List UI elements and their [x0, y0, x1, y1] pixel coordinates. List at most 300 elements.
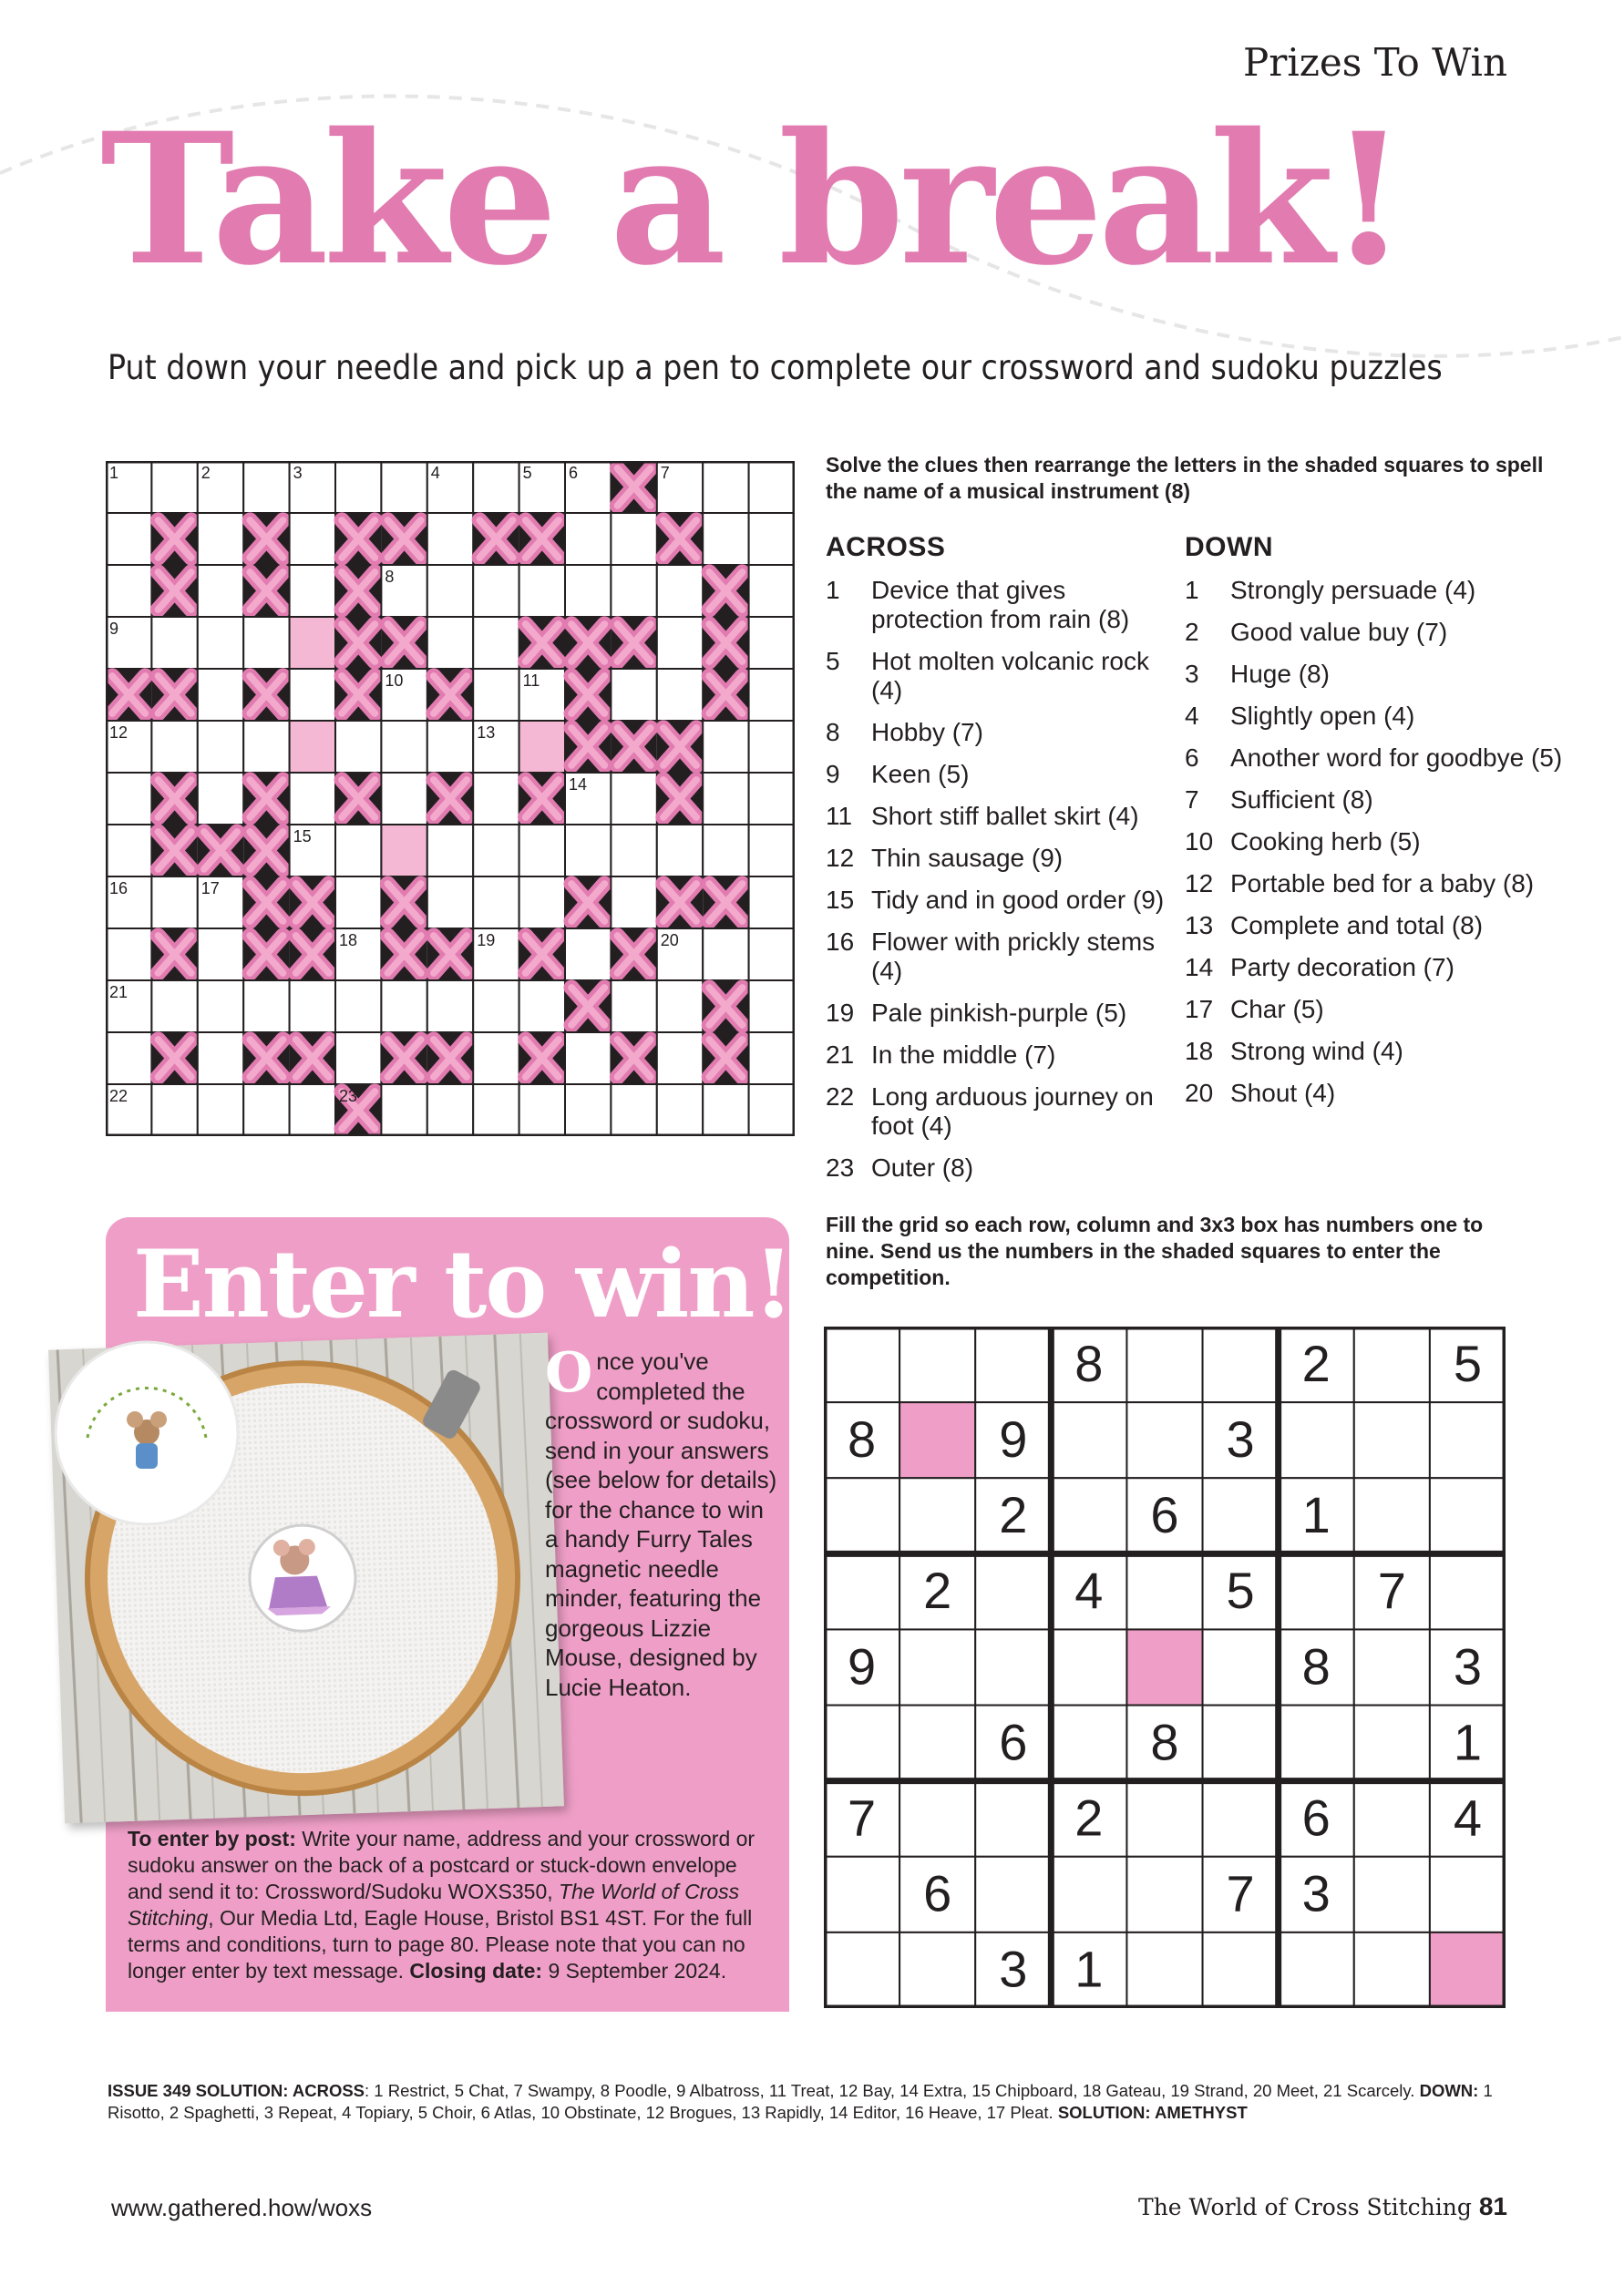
crossword-cell[interactable]: [565, 565, 611, 617]
crossword-cell[interactable]: [611, 773, 656, 825]
clue-number: 1: [826, 576, 840, 604]
crossword-block: [565, 617, 611, 669]
clue-number: 18: [1185, 1037, 1214, 1065]
crossword-cell[interactable]: [473, 565, 519, 617]
crossword-block: [611, 721, 656, 773]
sudoku-cell[interactable]: [1051, 1857, 1126, 1932]
crossword-cell[interactable]: [473, 980, 519, 1032]
crossword-cell[interactable]: [749, 721, 795, 773]
clue-text: Huge (8): [1230, 660, 1330, 688]
crossword-cell[interactable]: [427, 721, 473, 773]
crossword-cell[interactable]: [106, 565, 151, 617]
sudoku-cell[interactable]: [1354, 1706, 1430, 1781]
clue-text: Sufficient (8): [1230, 785, 1373, 814]
crossword-cell[interactable]: [749, 565, 795, 617]
crossword-cell[interactable]: [565, 1032, 611, 1084]
across-clues: [826, 532, 1172, 1195]
crossword-block: [243, 1032, 289, 1084]
sudoku-cell[interactable]: [1354, 1629, 1430, 1705]
clue-number: 15: [826, 886, 855, 914]
crossword-cell[interactable]: [473, 1084, 519, 1136]
crossword-cell[interactable]: [473, 669, 519, 721]
sudoku-cell[interactable]: [975, 1857, 1051, 1932]
sudoku-cell[interactable]: [1354, 1857, 1430, 1932]
crossword-cell[interactable]: [519, 1084, 565, 1136]
crossword-cell[interactable]: [427, 617, 473, 669]
crossword-cell[interactable]: [198, 1032, 243, 1084]
sudoku-cell[interactable]: [1354, 1781, 1430, 1857]
sudoku-given: 2: [999, 1486, 1028, 1544]
sudoku-cell[interactable]: [1203, 1478, 1279, 1553]
crossword-cell[interactable]: [243, 721, 289, 773]
footer-magazine: [1138, 2192, 1507, 2221]
crossword-cell[interactable]: [611, 980, 656, 1032]
sudoku-cell[interactable]: [1354, 1478, 1430, 1553]
footer-url: www.gathered.how/woxs: [111, 2194, 373, 2221]
sudoku-cell[interactable]: [1203, 1706, 1279, 1781]
across-clue: [826, 1040, 1172, 1070]
crossword-cell[interactable]: [749, 461, 795, 513]
crossword-cell[interactable]: [151, 980, 197, 1032]
clue-text: Strongly persuade (4): [1230, 576, 1476, 604]
sudoku-cell[interactable]: [1279, 1932, 1354, 2008]
clue-text: Char (5): [1230, 995, 1324, 1023]
post-text-2: , Our Media Ltd, Eagle House, Bristol BS1 4ST. For the full terms and conditions, turn to page 80. Please note that you can no longer enter by text message.: [128, 1906, 753, 1983]
sudoku-cell[interactable]: [1279, 1706, 1354, 1781]
crossword-cell[interactable]: [335, 721, 381, 773]
crossword-cell[interactable]: [243, 617, 289, 669]
clue-text: Device that gives protection from rain (8): [871, 576, 1130, 633]
crossword-cell[interactable]: [198, 1084, 243, 1136]
crossword-cell[interactable]: [106, 928, 151, 980]
crossword-block: [243, 876, 289, 928]
sudoku-cell[interactable]: [1203, 1327, 1279, 1402]
crossword-cell[interactable]: [198, 773, 243, 825]
crossword-block: [565, 721, 611, 773]
crossword-cell[interactable]: [657, 1032, 703, 1084]
clue-number: 1: [1185, 576, 1199, 604]
crossword-block: [519, 1032, 565, 1084]
clue-text: Flower with prickly stems (4): [871, 928, 1156, 985]
sudoku-given: 6: [923, 1864, 952, 1922]
clue-number: 17: [1185, 995, 1214, 1023]
crossword-number: 8: [385, 568, 395, 586]
crossword-block: [106, 669, 151, 721]
crossword-cell[interactable]: [198, 669, 243, 721]
crossword-cell[interactable]: [290, 1084, 335, 1136]
crossword-block: [611, 1032, 656, 1084]
sudoku-given: 7: [1377, 1562, 1406, 1620]
sudoku-cell[interactable]: [975, 1781, 1051, 1857]
solution-down-label: DOWN:: [1419, 2081, 1479, 2100]
crossword-number: 7: [660, 464, 670, 482]
sudoku-shaded-cell[interactable]: [1126, 1629, 1202, 1705]
furry-tales-logo: [51, 1338, 242, 1529]
crossword-cell[interactable]: [335, 980, 381, 1032]
sudoku-cell[interactable]: [1354, 1932, 1430, 2008]
sudoku-cell[interactable]: [1430, 1478, 1506, 1553]
crossword-cell[interactable]: [749, 1032, 795, 1084]
crossword-block: [151, 513, 197, 565]
down-clue: [1185, 953, 1567, 982]
crossword-cell[interactable]: [519, 980, 565, 1032]
sudoku-cell[interactable]: [899, 1932, 975, 2008]
crossword-cell[interactable]: [657, 617, 703, 669]
sudoku-cell[interactable]: [975, 1327, 1051, 1402]
sudoku-instruction: Fill the grid so each row, column and 3x3 box has numbers one to nine. Send us the numbers in the shaded squares to enter the competition.: [826, 1213, 1484, 1289]
crossword-block: [243, 565, 289, 617]
crossword-cell[interactable]: [335, 825, 381, 876]
closing-date: 9 September 2024.: [542, 1959, 727, 1983]
crossword-block: [381, 928, 427, 980]
crossword-cell[interactable]: [657, 669, 703, 721]
clue-number: 22: [826, 1082, 855, 1111]
crossword-cell[interactable]: [427, 565, 473, 617]
sudoku-cell[interactable]: [975, 1629, 1051, 1705]
clue-number: 13: [1185, 911, 1214, 939]
sudoku-cell[interactable]: [899, 1781, 975, 1857]
sudoku-given: 6: [1150, 1486, 1179, 1544]
sudoku-given: 8: [1150, 1713, 1179, 1771]
across-clue: [826, 576, 1172, 634]
sudoku-cell[interactable]: [824, 1932, 899, 2008]
crossword-block: [335, 669, 381, 721]
crossword-number: 19: [477, 931, 496, 949]
crossword-cell[interactable]: [657, 825, 703, 876]
clue-number: 8: [826, 718, 840, 746]
crossword-block: [703, 876, 748, 928]
sudoku-cell[interactable]: [1203, 1932, 1279, 2008]
crossword-cell[interactable]: [565, 1084, 611, 1136]
crossword-cell[interactable]: [703, 928, 748, 980]
sudoku-given: 7: [847, 1789, 877, 1847]
crossword-cell[interactable]: [151, 721, 197, 773]
sudoku-given: 2: [1301, 1334, 1331, 1392]
crossword-cell[interactable]: [749, 980, 795, 1032]
sudoku-cell[interactable]: [1126, 1327, 1202, 1402]
clue-text: Portable bed for a baby (8): [1230, 869, 1535, 897]
crossword-block: [611, 461, 656, 513]
crossword-cell[interactable]: [657, 980, 703, 1032]
crossword-cell[interactable]: [749, 1084, 795, 1136]
crossword-cell[interactable]: [611, 825, 656, 876]
crossword-number: 12: [109, 723, 128, 742]
sudoku-given: 5: [1226, 1562, 1255, 1620]
crossword-number: 20: [660, 931, 679, 949]
sudoku-cell[interactable]: [1126, 1932, 1202, 2008]
sudoku-cell[interactable]: [1051, 1629, 1126, 1705]
crossword-cell[interactable]: [473, 876, 519, 928]
across-clue-list: [826, 576, 1172, 1183]
sudoku-given: 4: [1074, 1562, 1104, 1620]
crossword-cell[interactable]: [198, 617, 243, 669]
crossword-number: 2: [200, 464, 211, 482]
crossword-cell[interactable]: [290, 669, 335, 721]
blurb-text: nce you've completed the crossword or sudoku, send in your answers (see below for details) for the chance to win a handy Furry Tales magnetic needle minder, featuring the gorgeous Lizzie Mouse, designed by Lucie Heaton.: [545, 1348, 777, 1701]
down-clue: [1185, 785, 1567, 815]
down-clue: [1185, 827, 1567, 856]
clue-text: Strong wind (4): [1230, 1037, 1403, 1065]
sudoku-cell[interactable]: [1051, 1706, 1126, 1781]
sudoku-cell[interactable]: [1354, 1327, 1430, 1402]
crossword-cell[interactable]: [381, 721, 427, 773]
sudoku-cell[interactable]: [824, 1706, 899, 1781]
crossword-cell[interactable]: [611, 1084, 656, 1136]
sudoku-given: 3: [1301, 1864, 1331, 1922]
crossword-cell[interactable]: [381, 461, 427, 513]
crossword-cell[interactable]: [151, 461, 197, 513]
crossword-cell[interactable]: [749, 876, 795, 928]
sudoku-cell[interactable]: [1051, 1402, 1126, 1478]
crossword-block: [290, 928, 335, 980]
crossword-cell[interactable]: [381, 980, 427, 1032]
section-label: Prizes To Win: [1243, 40, 1507, 85]
crossword-cell[interactable]: [703, 513, 748, 565]
down-clue: [1185, 702, 1567, 731]
crossword-cell[interactable]: [106, 825, 151, 876]
crossword-cell[interactable]: [749, 825, 795, 876]
crossword-cell[interactable]: [427, 1084, 473, 1136]
crossword-cell[interactable]: [749, 773, 795, 825]
crossword-cell[interactable]: [335, 876, 381, 928]
sudoku-cell[interactable]: [824, 1327, 899, 1402]
crossword-grid: [106, 461, 795, 1136]
crossword-cell[interactable]: [198, 928, 243, 980]
sudoku-given: 5: [1453, 1334, 1483, 1392]
sudoku-grid: [824, 1327, 1506, 2008]
sudoku-shaded-cell[interactable]: [899, 1402, 975, 1478]
crossword-number: 13: [477, 723, 496, 742]
sudoku-given: 6: [999, 1713, 1028, 1771]
clue-number: 21: [826, 1040, 855, 1069]
crossword-cell[interactable]: [657, 565, 703, 617]
crossword-cell[interactable]: [243, 1084, 289, 1136]
sudoku-given: 1: [1074, 1940, 1104, 1998]
crossword-cell[interactable]: [106, 1032, 151, 1084]
clue-text: Tidy and in good order (9): [871, 886, 1165, 914]
crossword-block: [565, 669, 611, 721]
sudoku-cell[interactable]: [1279, 1402, 1354, 1478]
sudoku-cell[interactable]: [824, 1478, 899, 1553]
crossword-block: [335, 773, 381, 825]
crossword-block: [473, 513, 519, 565]
sudoku-cell[interactable]: [899, 1327, 975, 1402]
crossword-cell[interactable]: [611, 669, 656, 721]
crossword-block: [151, 565, 197, 617]
sudoku-shaded-cell[interactable]: [1430, 1932, 1506, 2008]
crossword-cell[interactable]: [290, 565, 335, 617]
sudoku-cell[interactable]: [1430, 1553, 1506, 1629]
crossword-cell[interactable]: [749, 928, 795, 980]
crossword-cell[interactable]: [427, 980, 473, 1032]
crossword-cell[interactable]: [703, 721, 748, 773]
crossword-cell[interactable]: [749, 669, 795, 721]
sudoku-given: 7: [1226, 1864, 1255, 1922]
page-subtitle: Put down your needle and pick up a pen to complete our crossword and sudoku puzzles: [108, 348, 1443, 387]
clue-text: Shout (4): [1230, 1079, 1336, 1107]
crossword-cell[interactable]: [519, 876, 565, 928]
crossword-cell[interactable]: [427, 876, 473, 928]
crossword-cell[interactable]: [519, 825, 565, 876]
crossword-cell[interactable]: [198, 721, 243, 773]
clue-text: In the middle (7): [871, 1040, 1056, 1069]
down-clues: [1185, 532, 1567, 1121]
sudoku-cell[interactable]: [899, 1706, 975, 1781]
down-clue: [1185, 660, 1567, 689]
crossword-number: 14: [569, 775, 588, 794]
post-label: To enter by post:: [128, 1827, 296, 1850]
crossword-cell[interactable]: [106, 513, 151, 565]
sudoku-cell[interactable]: [899, 1478, 975, 1553]
crossword-cell[interactable]: [565, 513, 611, 565]
sudoku-cell[interactable]: [824, 1553, 899, 1629]
clue-number: 6: [1185, 743, 1199, 772]
sudoku-cell[interactable]: [1354, 1402, 1430, 1478]
crossword-cell[interactable]: [427, 513, 473, 565]
crossword-block: [611, 928, 656, 980]
crossword-cell[interactable]: [151, 1084, 197, 1136]
clue-text: Hot molten volcanic rock (4): [871, 647, 1150, 704]
across-clue: [826, 718, 1172, 747]
closing-label: Closing date:: [409, 1959, 543, 1983]
sudoku-cell[interactable]: [1126, 1857, 1202, 1932]
clue-text: Cooking herb (5): [1230, 827, 1421, 856]
sudoku-cell[interactable]: [1430, 1857, 1506, 1932]
page-number: 81: [1478, 2192, 1507, 2220]
clue-number: 12: [826, 844, 855, 872]
crossword-cell[interactable]: [198, 565, 243, 617]
crossword-shaded-cell[interactable]: [290, 721, 335, 773]
clue-number: 14: [1185, 953, 1214, 981]
sudoku-given: 1: [1453, 1713, 1483, 1771]
sudoku-cell[interactable]: [824, 1857, 899, 1932]
sudoku-cell[interactable]: [1126, 1553, 1202, 1629]
crossword-cell[interactable]: [243, 980, 289, 1032]
crossword-number: 11: [522, 671, 540, 690]
across-clue: [826, 1082, 1172, 1141]
clue-number: 20: [1185, 1079, 1214, 1107]
crossword-block: [151, 825, 197, 876]
crossword-shaded-cell[interactable]: [290, 617, 335, 669]
sudoku-cell[interactable]: [1126, 1781, 1202, 1857]
down-clue-list: [1185, 576, 1567, 1108]
crossword-number: 16: [109, 879, 128, 897]
crossword-shaded-cell[interactable]: [519, 721, 565, 773]
crossword-cell[interactable]: [611, 876, 656, 928]
crossword-number: 10: [385, 671, 404, 690]
crossword-cell[interactable]: [473, 617, 519, 669]
down-clue: [1185, 869, 1567, 898]
crossword-block: [427, 1032, 473, 1084]
crossword-cell[interactable]: [565, 928, 611, 980]
crossword-block: [519, 773, 565, 825]
crossword-cell[interactable]: [611, 513, 656, 565]
crossword-cell[interactable]: [519, 565, 565, 617]
crossword-number: 5: [522, 464, 532, 482]
crossword-block: [427, 928, 473, 980]
crossword-cell[interactable]: [473, 825, 519, 876]
clue-text: Slightly open (4): [1230, 702, 1415, 730]
crossword-shaded-cell[interactable]: [381, 825, 427, 876]
sudoku-given: 9: [999, 1409, 1028, 1468]
crossword-cell[interactable]: [106, 773, 151, 825]
crossword-block: [243, 773, 289, 825]
crossword-block: [381, 876, 427, 928]
sudoku-cell[interactable]: [1203, 1781, 1279, 1857]
crossword-cell[interactable]: [290, 980, 335, 1032]
crossword-cell[interactable]: [198, 513, 243, 565]
crossword-block: [657, 876, 703, 928]
sudoku-cell[interactable]: [1430, 1402, 1506, 1478]
sudoku-cell[interactable]: [975, 1553, 1051, 1629]
footer-magazine-title: The World of Cross Stitching: [1138, 2194, 1472, 2220]
crossword-block: [519, 513, 565, 565]
crossword-cell[interactable]: [243, 461, 289, 513]
down-clue: [1185, 911, 1567, 940]
crossword-block: [335, 513, 381, 565]
down-clue: [1185, 995, 1567, 1024]
crossword-cell[interactable]: [749, 617, 795, 669]
clue-number: 9: [826, 760, 840, 788]
crossword-instruction: Solve the clues then rearrange the letters in the shaded squares to spell the name of a musical instrument (8): [826, 453, 1544, 503]
crossword-cell[interactable]: [151, 617, 197, 669]
crossword-cell[interactable]: [703, 1084, 748, 1136]
crossword-cell[interactable]: [290, 773, 335, 825]
sudoku-cell[interactable]: [1279, 1553, 1354, 1629]
crossword-cell[interactable]: [611, 565, 656, 617]
crossword-cell[interactable]: [198, 980, 243, 1032]
crossword-cell[interactable]: [381, 773, 427, 825]
sudoku-given: 3: [1453, 1637, 1483, 1696]
crossword-block: [519, 928, 565, 980]
crossword-block: [703, 617, 748, 669]
solution-across: : 1 Restrict, 5 Chat, 7 Swampy, 8 Poodle, 9 Albatross, 11 Treat, 12 Bay, 14 Extra, 15 Chipboard, 18 Gateau, 19 Strand, 20 Meet, 21 Scarcely.: [365, 2081, 1420, 2100]
sudoku-cell[interactable]: [1051, 1478, 1126, 1553]
clue-text: Thin sausage (9): [871, 844, 1064, 872]
sudoku-cell[interactable]: [1126, 1402, 1202, 1478]
crossword-cell[interactable]: [657, 1084, 703, 1136]
clue-number: 10: [1185, 827, 1214, 856]
sudoku-cell[interactable]: [899, 1629, 975, 1705]
clue-number: 5: [826, 647, 840, 675]
crossword-cell[interactable]: [473, 773, 519, 825]
sudoku-given: 3: [1226, 1409, 1255, 1468]
crossword-cell[interactable]: [290, 513, 335, 565]
crossword-cell[interactable]: [335, 461, 381, 513]
crossword-block: [427, 773, 473, 825]
crossword-number: 6: [569, 464, 579, 482]
crossword-block: [519, 617, 565, 669]
crossword-cell[interactable]: [565, 825, 611, 876]
crossword-cell[interactable]: [749, 513, 795, 565]
crossword-cell[interactable]: [335, 1032, 381, 1084]
crossword-cell[interactable]: [703, 773, 748, 825]
crossword-cell[interactable]: [703, 825, 748, 876]
crossword-cell[interactable]: [427, 825, 473, 876]
crossword-cell[interactable]: [703, 461, 748, 513]
crossword-block: [565, 876, 611, 928]
crossword-cell[interactable]: [381, 1084, 427, 1136]
clue-number: 4: [1185, 702, 1199, 730]
sudoku-given: 8: [1301, 1637, 1331, 1696]
sudoku-cell[interactable]: [1203, 1629, 1279, 1705]
crossword-cell[interactable]: [473, 1032, 519, 1084]
crossword-block: [657, 513, 703, 565]
crossword-number: 17: [200, 879, 220, 897]
clue-text: Good value buy (7): [1230, 618, 1448, 646]
crossword-cell[interactable]: [473, 461, 519, 513]
crossword-cell[interactable]: [151, 876, 197, 928]
